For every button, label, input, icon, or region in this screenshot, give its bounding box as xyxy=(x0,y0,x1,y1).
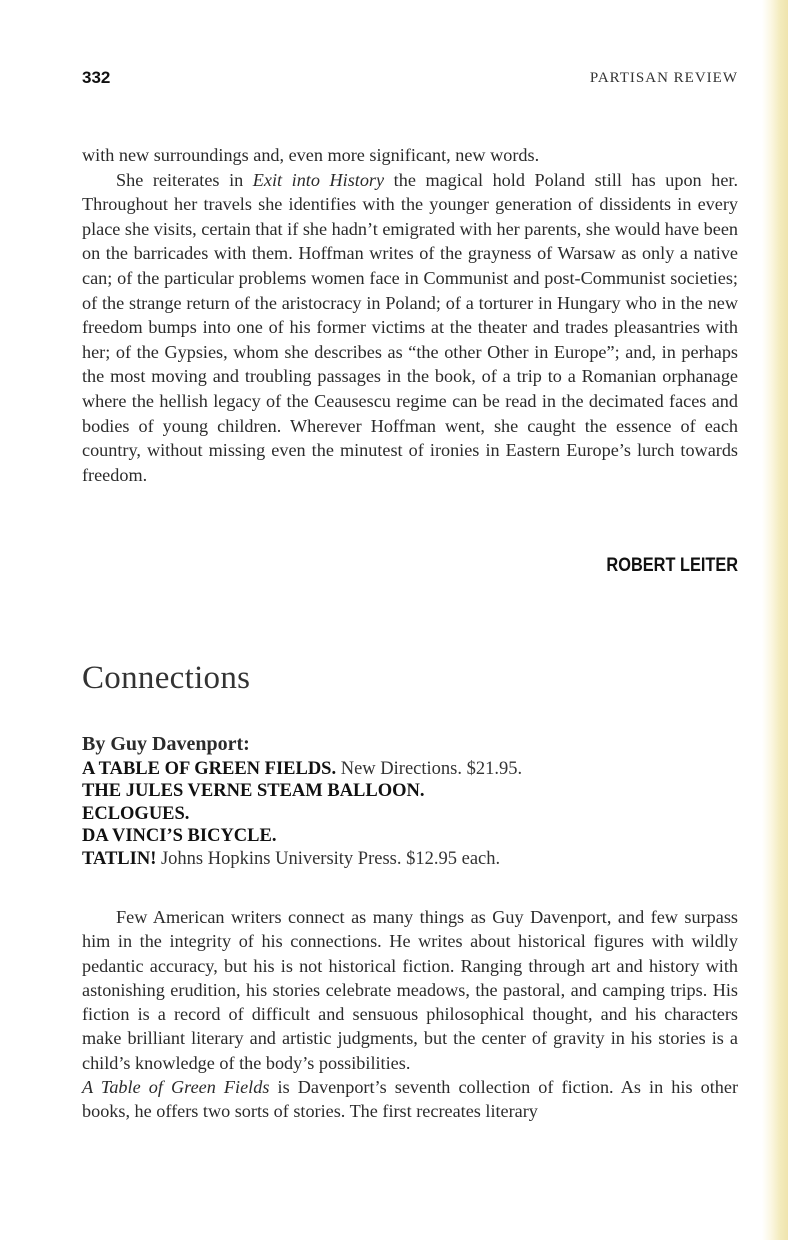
text-run: She reiterates in xyxy=(116,169,253,190)
text-run: the magical hold Poland still has upon her. Throughout her travels she identifies with the younger generation of dissidents in every place she visits, certain that if she hadn’t emigrated with her parents, she would have been on the barricades with them. Hoffman writes of the grayness of Warsaw as only a native can; of the particular problems women face in Communist and post-Communist societies; of the strange return of the aristocracy in Poland; of a torturer in Hungary who in the new freedom bumps into one of his former victims at the theater and trades pleasantries with her; of the Gypsies, whom she describes as “the other Other in Europe”; and, in perhaps the most moving and troubling passages in the book, of a trip to a Romanian orphanage where the hellish legacy of the Ceausescu regime can be read in the decimated faces and bodies of young children. Wherever Hoffman went, she caught the essence of each country, without missing even the minutest of ironies in Eastern Europe’s lurch towards freedom. xyxy=(82,169,738,485)
section-title: Connections xyxy=(82,660,251,696)
book-title: A TABLE OF GREEN FIELDS. xyxy=(82,758,337,779)
publisher-info: Johns Hopkins University Press. $12.95 each. xyxy=(156,848,501,869)
book-title-italic: Exit into History xyxy=(252,169,385,190)
paragraph xyxy=(82,1075,738,1124)
page-number: 332 xyxy=(82,68,111,87)
reviewer-signature: ROBERT LEITER xyxy=(606,555,738,576)
paragraph: with new surroundings and, even more significant, new words. xyxy=(82,145,540,165)
paragraph: Few American writers connect as many things as Guy Davenport, and few surpass him in the integrity of his connections. He writes about historical figures with wildly pedantic accuracy, but his is not historical fiction. Ranging through art and history with astonishing erudition, his stories celebrate meadows, the pastoral, and camping trips. His fiction is a record of difficult and sensuous philosophical thought, and his characters make brilliant literary and artistic judgments, but the center of gravity in his stories is a child’s knowledge of the body’s possibilities. xyxy=(82,907,738,1073)
journal-title: PARTISAN REVIEW xyxy=(589,70,738,86)
running-head xyxy=(82,68,738,90)
publisher-info: New Directions. $21.95. xyxy=(336,758,523,779)
book-title: TATLIN! xyxy=(82,848,157,869)
paragraph xyxy=(82,168,738,488)
text-run: is Davenport’s seventh collection of fiction. As in his other books, he offers two sorts of stories. The first recreates literary xyxy=(82,1077,739,1122)
page-edge-shadow xyxy=(762,0,788,1240)
book-title: DA VINCI’S BICYCLE. xyxy=(82,826,277,846)
book-title-italic: A Table of Green Fields xyxy=(82,1077,270,1098)
book-entry xyxy=(82,848,738,871)
book-list xyxy=(82,733,738,870)
author-byline: By Guy Davenport: xyxy=(82,733,250,755)
book-entry xyxy=(82,758,738,781)
book-title: ECLOGUES. xyxy=(82,803,190,824)
review-continuation xyxy=(82,143,738,487)
review-body xyxy=(82,905,738,1124)
book-title: THE JULES VERNE STEAM BALLOON. xyxy=(82,781,425,801)
